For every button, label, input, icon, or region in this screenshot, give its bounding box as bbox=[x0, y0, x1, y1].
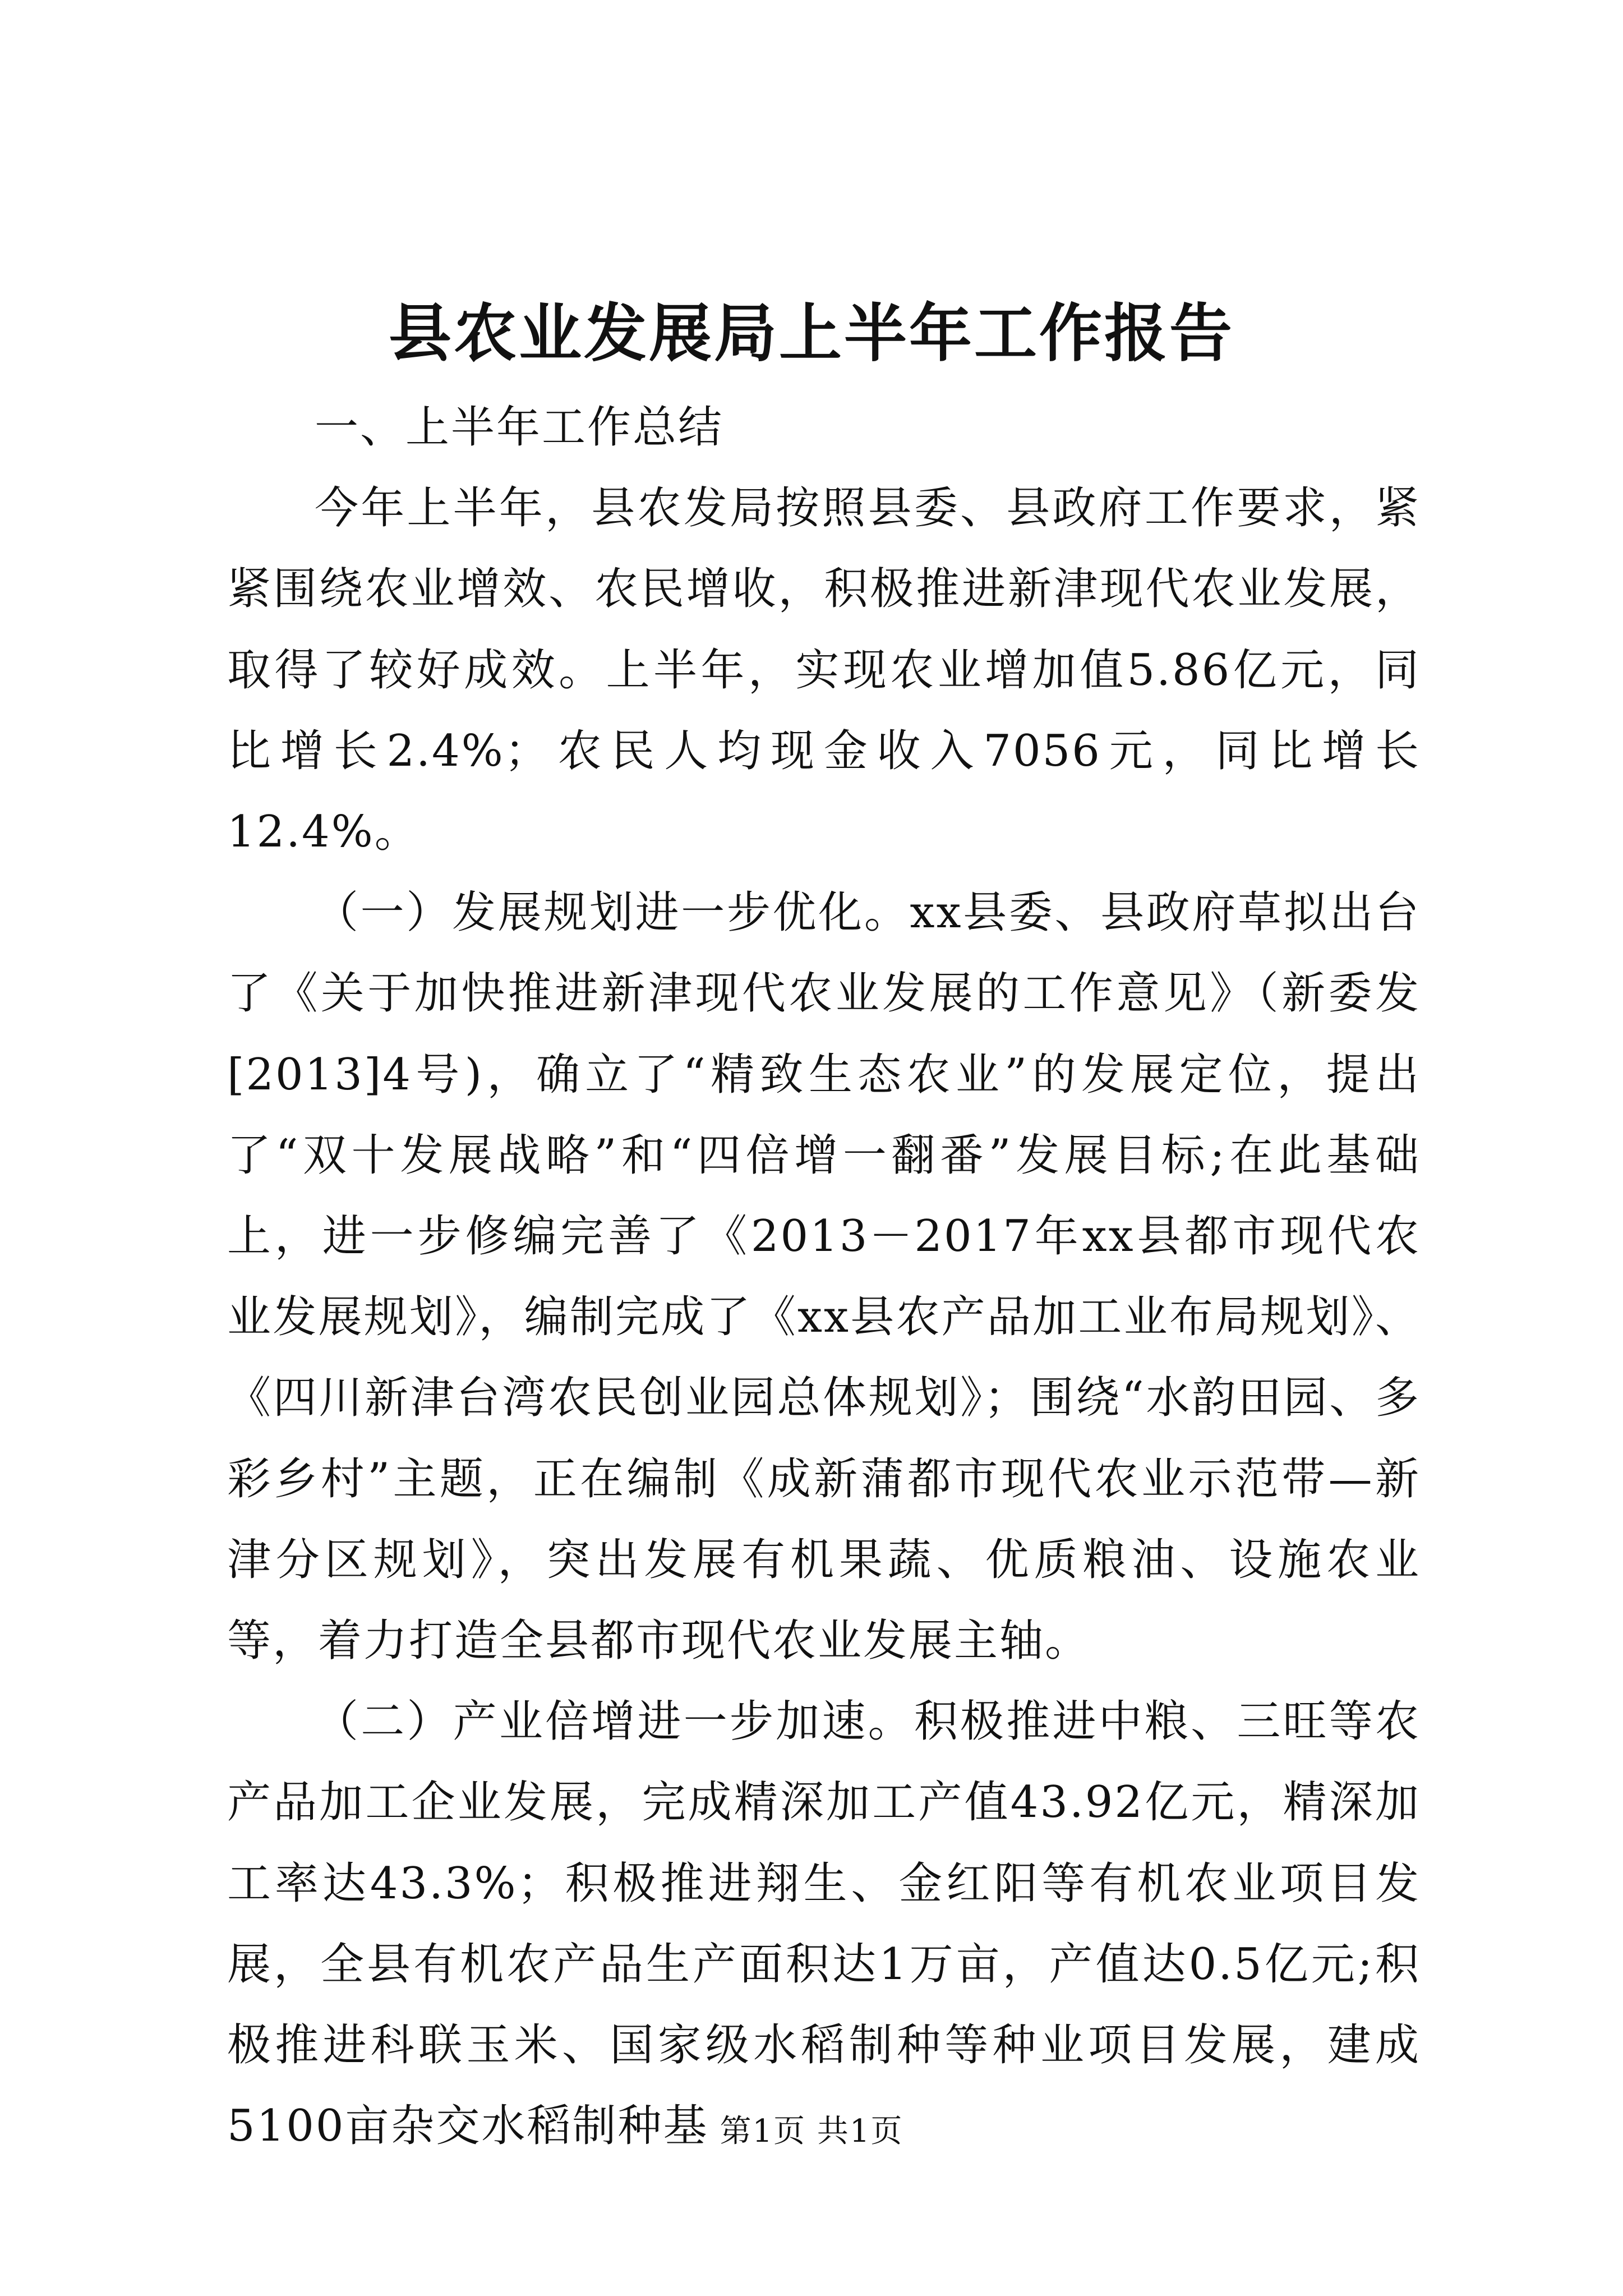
document-title: 县农业发展局上半年工作报告 bbox=[389, 297, 1234, 370]
document-body bbox=[227, 387, 1421, 2166]
section-heading: 一、上半年工作总结 bbox=[315, 402, 724, 453]
page-footer: 第1页 共1页 bbox=[720, 2113, 903, 2150]
paragraph-planning: （一）发展规划进一步优化。xx县委、县政府草拟出台了《关于加快推进新津现代农业发展的工作意见》（新委发[2013]4号)，确立了“精致生态农业”的发展定位，提出了“双十发展战略”和“四倍增一翻番”发展目标;在此基础上，进一步修编完善了《2013－2017年xx县都市现代农业发展规划》，编制完成了《xx县农产品加工业布局规划》、《四川新津台湾农民创业园总体规划》；围绕“水韵田园、多彩乡村”主题，正在编制《成新蒲都市现代农业示范带—新津分区规划》，突出发展有机果蔬、优质粮油、设施农业等，着力打造全县都市现代农业发展主轴。 bbox=[227, 887, 1421, 1667]
paragraph-industry: （二）产业倍增进一步加速。积极推进中粮、三旺等农产品加工企业发展，完成精深加工产值43.92亿元，精深加工率达43.3%；积极推进翔生、金红阳等有机农业项目发展，全县有机农产品生产面积达1万亩，产值达0.5亿元;积极推进科联玉米、国家级水稻制种等种业项目发展，建成5100亩杂交水稻制种基 bbox=[227, 1696, 1421, 2152]
paragraph-summary: 今年上半年，县农发局按照县委、县政府工作要求，紧紧围绕农业增效、农民增收，积极推进新津现代农业发展，取得了较好成效。上半年，实现农业增加值5.86亿元，同比增长2.4%；农民人均现金收入7056元，同比增长12.4%。 bbox=[227, 483, 1421, 858]
